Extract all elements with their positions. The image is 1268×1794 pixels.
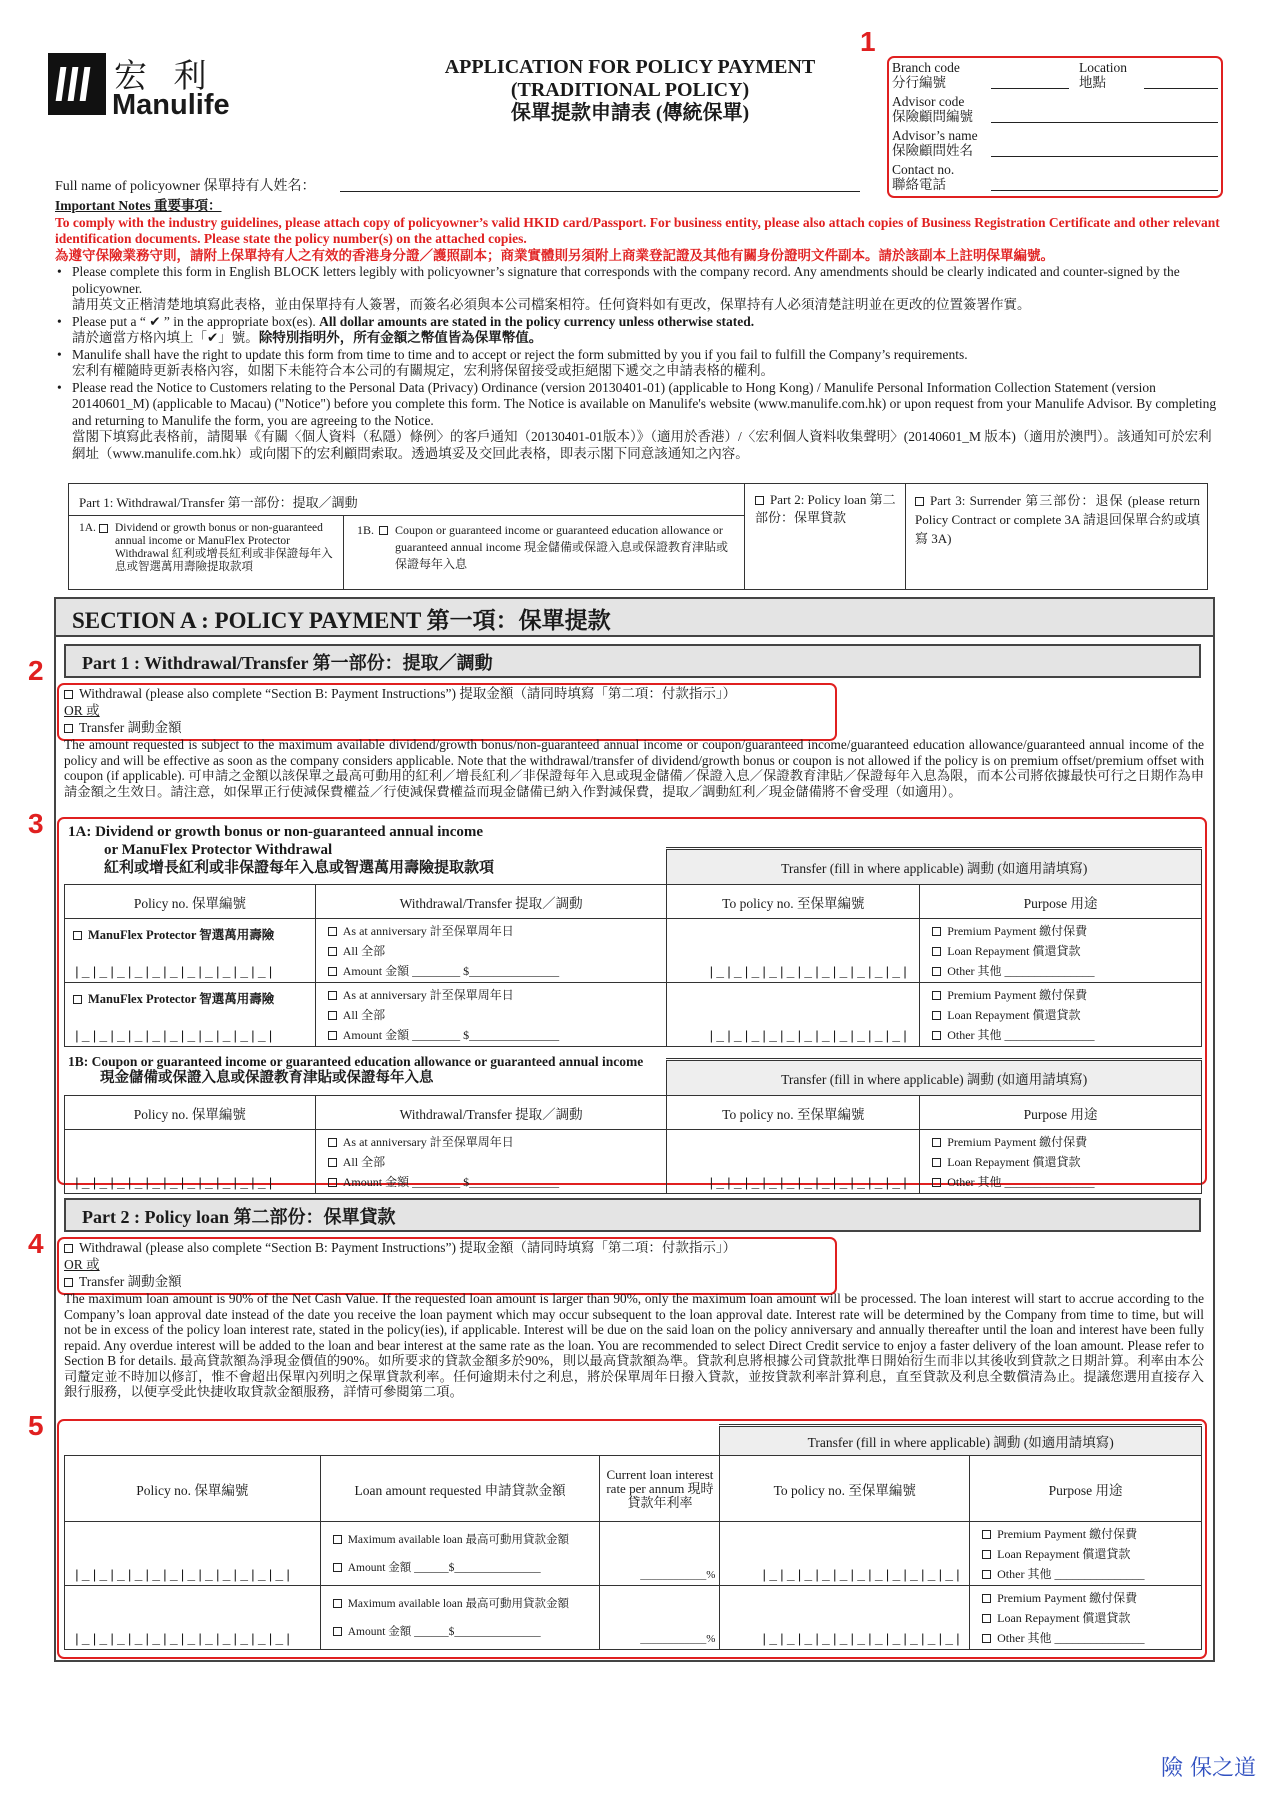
part1a-summary[interactable]: 1A. Dividend or growth bonus or non-guaranteed annual income or ManuFlex Protector Withdrawal 紅利或增長紅利或非保證每年入息或智選萬用壽險提取款項 xyxy=(69,516,344,589)
col-to-policy: To policy no. 至保單編號 xyxy=(667,1096,920,1130)
loan-withdrawal-option[interactable]: Withdrawal (please also complete “Section B: Payment Instructions”) 提取金額（請同時填寫「第二項：付款指示」） xyxy=(64,1240,736,1257)
rate-field[interactable]: ____________% xyxy=(600,1586,720,1650)
purpose-options[interactable]: Premium Payment 繳付保費 Loan Repayment 償還貸款 Other 其他 _______________ xyxy=(920,983,1202,1047)
advisor-code-label: Advisor code 保險顧問編號 xyxy=(892,94,973,124)
purpose-options[interactable]: Premium Payment 繳付保費 Loan Repayment 償還貸款 Other 其他 _______________ xyxy=(970,1586,1202,1650)
to-policy-field[interactable]: |_|_|_|_|_|_|_|_|_|_|_| xyxy=(720,1586,970,1650)
title-line3: 保單提款申請表 (傳統保單) xyxy=(510,102,750,124)
table-1a xyxy=(64,847,1202,1047)
transfer-header-1a: Transfer (fill in where applicable) 調動 (如適用請填寫) xyxy=(667,849,1202,885)
col-interest-rate: Current loan interest rate per annum 現時貸款年利率 xyxy=(600,1456,720,1522)
loan-or-text: OR 或 xyxy=(64,1257,100,1272)
purpose-options[interactable]: Premium Payment 繳付保費 Loan Repayment 償還貸款 Other 其他 _______________ xyxy=(970,1522,1202,1586)
table-row xyxy=(65,1130,1202,1194)
part1-paragraph: The amount requested is subject to the maximum available dividend/growth bonus/non-guaranteed annual income or coupon/guaranteed income/guaranteed education allowance/guaranteed annual income of the policy and will be effective as soon as the company considers applicable. Note that the withdrawal/transfer of dividend/growth bonus or coupon is not allowed if the policy is on premium offset/premium offset with coupon (if applicable). 可申請之金額以該保單之最高可動用的紅利／增長紅利／非保證每年入息或現金儲備／保證入息／保證教育津貼／保證每年入息為限，而本公司將依據最快可行之日期作為申請金額之生效日。請注意，如保單正行使減保費權益／行使減保費權益而現金儲備已納入作對減保費，提取／調動紅利／現金儲備將不會受理（如適用）。 xyxy=(64,737,1204,799)
form-title xyxy=(400,56,860,125)
to-policy-field[interactable]: |_|_|_|_|_|_|_|_|_|_|_| xyxy=(667,919,920,983)
part3-summary[interactable]: Part 3: Surrender 第三部份：退保 (please return Policy Contract or complete 3A 請退回保單合約或填寫 3A) xyxy=(915,493,1200,546)
important-notes xyxy=(55,198,1225,462)
location-label: Location 地點 xyxy=(1079,60,1127,90)
contact-field[interactable] xyxy=(991,190,1218,191)
note-bullet-4: • Please read the Notice to Customers relating to the Personal Data (Privacy) Ordinance (version 20130401-01) (applicable to Hong Kong) / Manulife Personal Information Collection Statement (version 20140601_M) (applicable to Macau) ("Notice") before you complete this form. The Notice is available on Manulife's website (www.manulife.com.hk) or upon request from your Manulife Advisor. By completing and returning to Manulife the form, you are agreeing to the Notice. 當閣下填寫此表格前，請閱畢《有關〈個人資料（私隱）條例〉的客戶通知（20130401-01版本）》（適用於香港）/〈宏利個人資料收集聲明〉(20140601_M 版本)（適用於澳門）。該通知可於宏利網址（www.manulife.com.hk）或向閣下的宏利顧問索取。透過填妥及交回此表格，即表示閣下同意該通知之內容。 xyxy=(55,380,1225,463)
col-purpose: Purpose 用途 xyxy=(920,885,1202,919)
title-line1: APPLICATION FOR POLICY PAYMENT xyxy=(444,56,816,78)
policy-no-field[interactable]: ManuFlex Protector 智選萬用壽險 |_|_|_|_|_|_|_|_|_|_|_| xyxy=(65,919,316,983)
note-bullet-3: • Manulife shall have the right to update this form from time to time and to accept or reject the form submitted by you if you fail to fulfill the Company’s requirements. 宏利有權隨時更新表格內容，如閣下未能符合本公司的有關規定，宏利將保留接受或拒絕閣下遞交之申請表格的權利。 xyxy=(55,347,1225,380)
transfer-header-loan: Transfer (fill in where applicable) 調動 (如適用請填寫) xyxy=(720,1426,1202,1456)
withdraw-options[interactable]: As at anniversary 計至保單周年日 All 全部 Amount 金額 ________ $_______________ xyxy=(315,1130,667,1194)
to-policy-field[interactable]: |_|_|_|_|_|_|_|_|_|_|_| xyxy=(667,1130,920,1194)
col-policy-no: Policy no. 保單編號 xyxy=(65,885,316,919)
part2-paragraph: The maximum loan amount is 90% of the Net Cash Value. If the requested loan amount is larger than 90%, only the maximum loan amount will be processed. The loan interest will start to accrue according to the Company’s loan approval date instead of the date you receive the loan payment which may occur subsequent to the loan approval date. Interest rate will be determined by the Company from time to time, but will not be in excess of the policy loan interest rate, stated in the policy(ies), if applicable. Interest will be due on the said loan on the policy anniversary and annually thereafter until the loan and interest have been fully repaid. Any overdue interest will be added to the loan and bear interest at the same rate as the loan. You are recommended to select Direct Credit service to enjoy a faster delivery of the loan amount. Please refer to Section B for details. 最高貸款額為淨現金價值的90%。如所要求的貸款金額多於90%，則以最高貸款額為準。貸款利息將根據公司貸款批準日開始衍生而非以其後收到貸款之日期計算。利率由本公司釐定並不時加以修訂，惟不會超出保單內列明之保單貸款利率。任何逾期未付之利息，將於保單周年日撥入貸款，並按貸款利率計算利息，直至貸款及利息全數償清為止。提議您選用直接存入銀行服務，以便享受此快捷收取貸款金額服務，詳情可參閱第二項。 xyxy=(64,1291,1204,1399)
or-text: OR 或 xyxy=(64,703,100,718)
advisor-name-label: Advisor’s name 保險顧問姓名 xyxy=(892,128,978,158)
table-row xyxy=(65,919,1202,983)
transfer-header-1b: Transfer (fill in where applicable) 調動 (如適用請填寫) xyxy=(667,1060,1202,1096)
part1-title: Part 1 : Withdrawal/Transfer 第一部份：提取／調動 xyxy=(64,644,1201,678)
notes-red-cn: 為遵守保險業務守則，請附上保單持有人之有效的香港身分證／護照副本；商業實體則另須附上商業登記證及其他有關身份證明文件副本。請於該副本上註明保單編號。 xyxy=(55,247,1054,263)
rate-field[interactable]: ____________% xyxy=(600,1522,720,1586)
section-1a-title: 1A: Dividend or growth bonus or non-guaranteed annual income or ManuFlex Protector Withdrawal 紅利或增長紅利或非保證每年入息或智選萬用壽險提取款項 xyxy=(68,824,495,876)
advisor-code-field[interactable] xyxy=(991,122,1218,123)
policyowner-name-label: Full name of policyowner 保單持有人姓名： xyxy=(55,179,316,194)
policy-no-field[interactable]: |_|_|_|_|_|_|_|_|_|_|_| xyxy=(65,1130,316,1194)
table-row xyxy=(65,1586,1202,1650)
table-1b xyxy=(64,1058,1202,1194)
col-withdrawal-transfer: Withdrawal/Transfer 提取／調動 xyxy=(315,885,667,919)
col-to-policy: To policy no. 至保單編號 xyxy=(720,1456,970,1522)
col-policy-no: Policy no. 保單編號 xyxy=(65,1096,316,1130)
purpose-options[interactable]: Premium Payment 繳付保費 Loan Repayment 償還貸款 Other 其他 _______________ xyxy=(920,919,1202,983)
advisor-name-field[interactable] xyxy=(991,156,1218,157)
col-loan-amount: Loan amount requested 申請貸款金額 xyxy=(320,1456,600,1522)
notes-red-en: To comply with the industry guidelines, please attach copy of policyowner’s valid HKID card/Passport. For business entity, please also attach copies of Business Registration Certificate and other relevant identification documents. Please state the policy number(s) on the attached copies. xyxy=(55,214,1220,246)
transfer-option[interactable]: Transfer 調動金額 xyxy=(64,720,182,737)
col-policy-no: Policy no. 保單編號 xyxy=(65,1456,321,1522)
branch-code-field[interactable] xyxy=(991,88,1069,89)
section-1b-title: 1B: Coupon or guaranteed income or guaranteed education allowance or guaranteed annual income 現金儲備或保證入息或保證教育津貼或保證每年入息 xyxy=(68,1054,644,1086)
purpose-options[interactable]: Premium Payment 繳付保費 Loan Repayment 償還貸款 Other 其他 _______________ xyxy=(920,1130,1202,1194)
marker-4: 4 xyxy=(28,1228,44,1259)
notes-heading: Important Notes 重要事項： xyxy=(55,198,222,213)
marker-2: 2 xyxy=(28,655,44,686)
contact-label: Contact no. 聯絡電話 xyxy=(892,162,955,192)
withdraw-options[interactable]: As at anniversary 計至保單周年日 All 全部 Amount 金額 ________ $_______________ xyxy=(315,983,667,1047)
loan-options[interactable]: Maximum available loan 最高可動用貸款金額 Amount 金額 ______$_______________ xyxy=(320,1522,600,1586)
logo-english: Manulife xyxy=(112,89,230,121)
withdraw-options[interactable]: As at anniversary 計至保單周年日 All 全部 Amount 金額 ________ $_______________ xyxy=(315,919,667,983)
policyowner-name-field[interactable] xyxy=(340,191,860,192)
policy-no-field[interactable]: ManuFlex Protector 智選萬用壽險 |_|_|_|_|_|_|_|_|_|_|_| xyxy=(65,983,316,1047)
col-purpose: Purpose 用途 xyxy=(970,1456,1202,1522)
col-to-policy: To policy no. 至保單編號 xyxy=(667,885,920,919)
col-purpose: Purpose 用途 xyxy=(920,1096,1202,1130)
part1-summary xyxy=(68,483,745,590)
withdrawal-option[interactable]: Withdrawal (please also complete “Section B: Payment Instructions”) 提取金額（請同時填寫「第二項：付款指示」） xyxy=(64,686,736,703)
policy-no-field[interactable]: |_|_|_|_|_|_|_|_|_|_|_|_| xyxy=(65,1522,321,1586)
section-a-title: SECTION A : POLICY PAYMENT 第一項：保單提款 xyxy=(56,599,1213,637)
marker-1: 1 xyxy=(860,26,876,57)
table-row xyxy=(65,1522,1202,1586)
marker-5: 5 xyxy=(28,1410,44,1441)
note-bullet-2: • Please put a “ ✔ ” in the appropriate box(es). All dollar amounts are stated in the policy currency unless otherwise stated. 請於適當方格內填上「✔」號。除特別指明外，所有金額之幣值皆為保單幣值。 xyxy=(55,314,1225,347)
note-bullet-1: • Please complete this form in English BLOCK letters legibly with policyowner’s signature that corresponds with the company record. Any amendments should be clearly indicated and counter-signed by the policyowner. 請用英文正楷清楚地填寫此表格，並由保單持有人簽署，而簽名必須與本公司檔案相符。任何資料如有更改，保單持有人必須清楚註明並在更改的位置簽署作實。 xyxy=(55,264,1225,314)
loan-transfer-option[interactable]: Transfer 調動金額 xyxy=(64,1274,182,1291)
advisor-info-box xyxy=(887,56,1223,198)
manulife-logo-icon xyxy=(48,53,106,115)
part2-title: Part 2 : Policy loan 第二部份：保單貸款 xyxy=(64,1198,1201,1232)
part1-summary-title: Part 1: Withdrawal/Transfer 第一部份：提取／調動 xyxy=(69,484,744,516)
part2-summary[interactable]: Part 2: Policy loan 第二部份：保單貸款 xyxy=(755,492,896,525)
table-row xyxy=(65,983,1202,1047)
col-withdrawal-transfer: Withdrawal/Transfer 提取／調動 xyxy=(315,1096,667,1130)
loan-options[interactable]: Maximum available loan 最高可動用貸款金額 Amount 金額 ______$_______________ xyxy=(320,1586,600,1650)
table-loan xyxy=(64,1424,1202,1650)
policy-no-field[interactable]: |_|_|_|_|_|_|_|_|_|_|_|_| xyxy=(65,1586,321,1650)
title-line2: (TRADITIONAL POLICY) xyxy=(510,79,750,101)
logo-chinese: 宏 利 xyxy=(114,56,215,95)
marker-3: 3 xyxy=(28,808,44,839)
to-policy-field[interactable]: |_|_|_|_|_|_|_|_|_|_|_| xyxy=(667,983,920,1047)
branch-code-label: Branch code 分行編號 xyxy=(892,60,960,90)
location-field[interactable] xyxy=(1144,88,1218,89)
to-policy-field[interactable]: |_|_|_|_|_|_|_|_|_|_|_| xyxy=(720,1522,970,1586)
part1b-summary[interactable]: 1B. Coupon or guaranteed income or guaranteed education allowance or guaranteed annual income 現金儲備或保證入息或保證教育津貼或保證每年入息 xyxy=(357,523,728,571)
watermark: 險 保之道 xyxy=(1161,1756,1256,1781)
